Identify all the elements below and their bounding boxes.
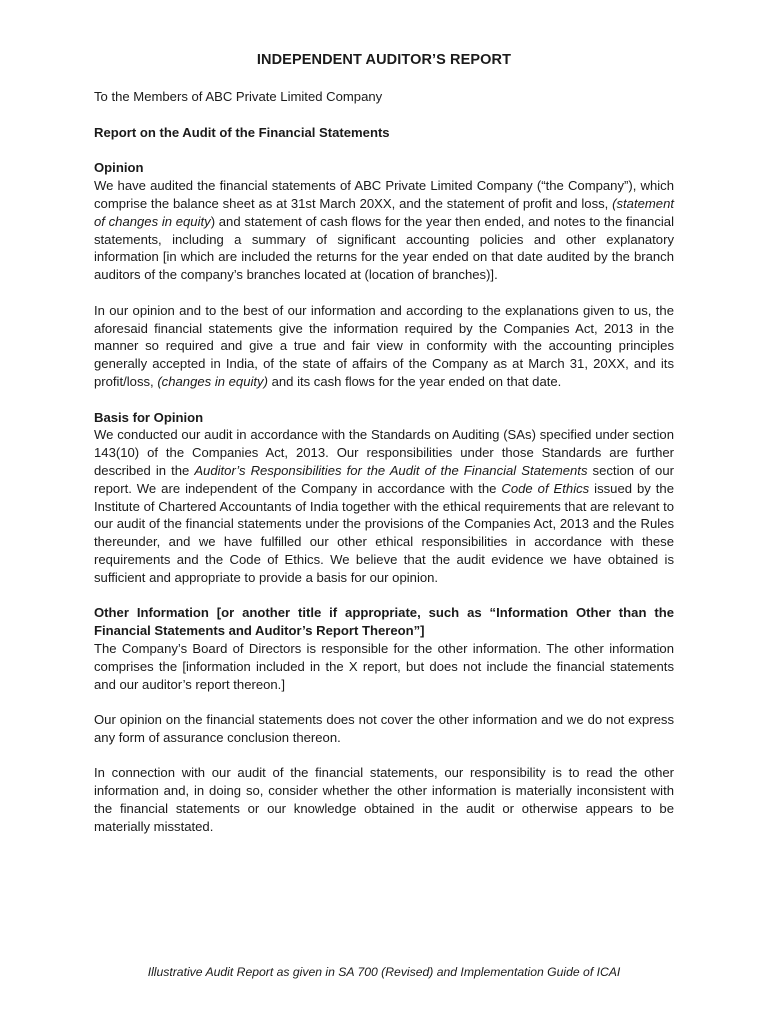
opinion-p2-italic: (changes in equity)	[157, 373, 268, 389]
opinion-p1-italic: (statement of changes in equity	[94, 195, 674, 229]
basis-text-c: issued by the Institute of Chartered Accountants of India together with the ethical requirements that are relevant to our audit of the financial statements under the provisions of the Companies Act, 2013 and the Rules thereunder, and we have fulfilled our other ethical responsibilities in accordance with these requirements and the Code of Ethics. We believe that the audit evidence we have obtained is sufficient and appropriate to provide a basis for our opinion.	[94, 480, 674, 585]
other-info-paragraph-1: The Company’s Board of Directors is responsible for the other information. The other information comprises the [information included in the X report, but does not include the financial statements and our auditor’s report thereon.]	[94, 640, 674, 692]
opinion-paragraph-2	[94, 302, 674, 391]
other-info-paragraph-2: Our opinion on the financial statements does not cover the other information and we do not express any form of assurance conclusion thereon.	[94, 712, 674, 745]
basis-heading: Basis for Opinion	[94, 409, 204, 425]
addressee-line: To the Members of ABC Private Limited Company	[94, 88, 383, 104]
basis-italic-2: Code of Ethics	[501, 480, 590, 496]
opinion-paragraph-1	[94, 177, 674, 284]
report-title: INDEPENDENT AUDITOR’S REPORT	[256, 52, 512, 68]
other-info-heading: Other Information [or another title if appropriate, such as “Information Other than the Financial Statements and Auditor’s Report Thereon”]	[94, 605, 674, 639]
basis-italic-1: Auditor’s Responsibilities for the Audit of the Financial Statements	[194, 462, 588, 478]
opinion-p2-text-b: and its cash flows for the year ended on that date.	[267, 373, 562, 389]
opinion-heading: Opinion	[94, 160, 144, 176]
document-page	[94, 52, 674, 853]
section-title: Report on the Audit of the Financial Statements	[94, 124, 390, 140]
basis-text-b: section of our report. We are independent of the Company in accordance with the	[94, 462, 674, 496]
other-info-paragraph-3: In connection with our audit of the financial statements, our responsibility is to read the other information and, in doing so, consider whether the other information is materially inconsistent with the financial statements or our knowledge obtained in the audit or otherwise appears to be materially misstated.	[94, 765, 674, 834]
basis-text-a: We conducted our audit in accordance with the Standards on Auditing (SAs) specified under section 143(10) of the Companies Act, 2013. Our responsibilities under those Standards are further described in the	[94, 427, 674, 478]
opinion-p2-text-a: In our opinion and to the best of our information and according to the explanations given to us, the aforesaid financial statements give the information required by the Companies Act, 2013 in the manner so required and give a true and fair view in conformity with the accounting principles generally accepted in India, of the state of affairs of the Company as at March 31, 20XX, and its profit/loss,	[94, 302, 674, 389]
page-footer-note: Illustrative Audit Report as given in SA 700 (Revised) and Implementation Guide of ICAI	[147, 965, 621, 979]
opinion-p1-text-a: We have audited the financial statements of ABC Private Limited Company (“the Company”), which comprise the balance sheet as at 31st March 20XX, and the statement of profit and loss,	[94, 178, 674, 211]
opinion-p1-text-b: ) and statement of cash flows for the year then ended, and notes to the financial statements, including a summary of significant accounting policies and other explanatory information [in which are included the returns for the year ended on that date audited by the branch auditors of the company’s branches located at (location of branches)].	[94, 213, 674, 283]
basis-paragraph	[94, 426, 674, 586]
